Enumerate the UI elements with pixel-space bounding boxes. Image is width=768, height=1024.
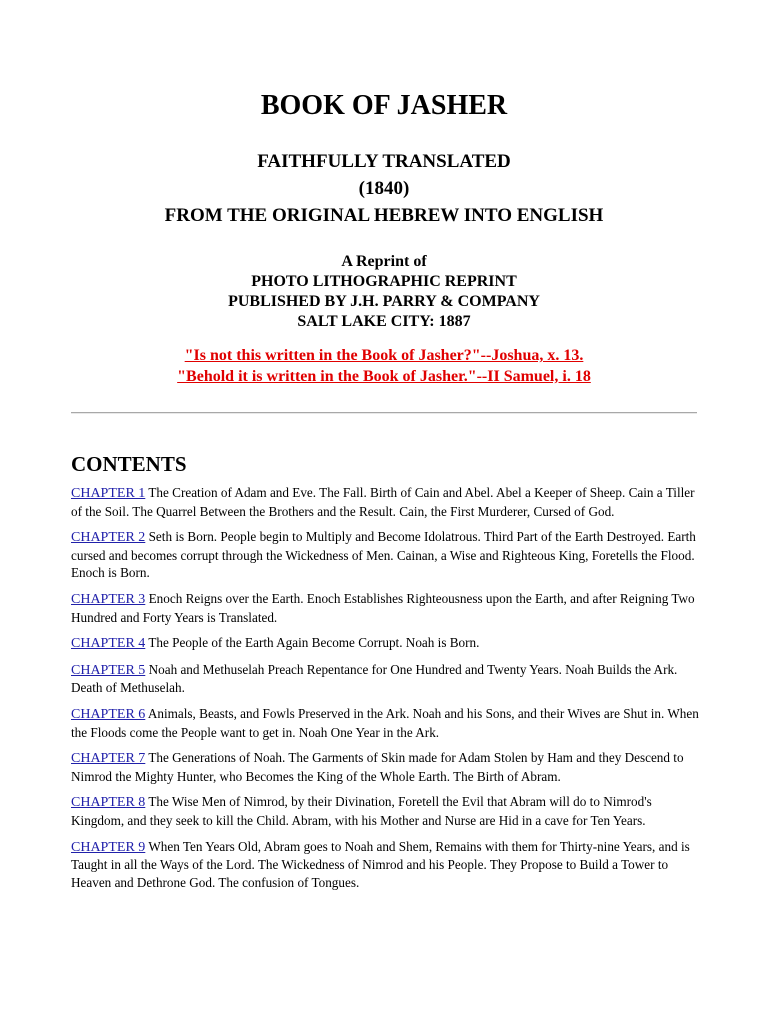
chapter-list [71, 484, 701, 899]
chapter-5-link[interactable]: CHAPTER 5 [71, 662, 146, 678]
chapter-entry-3 [71, 590, 701, 626]
chapter-6-description: Animals, Beasts, and Fowls Preserved in the Ark. Noah and his Sons, and their Wives are Shut in. When the Floods come the People want to get in. Noah One Year in the Ark. [71, 705, 699, 740]
chapter-9-description: When Ten Years Old, Abram goes to Noah and Shem, Remains with them for Thirty-nine Years, and is Taught in all the Ways of the Lord. The Wickedness of Nimrod and his People. They Propose to Build a Tower to Heaven and Dethrone God. The confusion of Tongues. [71, 838, 690, 890]
subtitle-line-1: FAITHFULLY TRANSLATED [257, 151, 511, 172]
chapter-9-link[interactable]: CHAPTER 9 [71, 839, 146, 855]
chapter-1-link[interactable]: CHAPTER 1 [71, 486, 146, 501]
chapter-8-description: The Wise Men of Nimrod, by their Divination, Foretell the Evil that Abram will do to Nimrod's Kingdom, and they seek to kill the Child. Abram, with his Mother and Nurse are Hid in a cave for Ten Years. [71, 794, 652, 828]
chapter-8-link[interactable]: CHAPTER 8 [71, 795, 146, 811]
chapter-2-link[interactable]: CHAPTER 2 [71, 530, 146, 546]
scripture-quotes [0, 345, 768, 387]
reprint-line-3: PUBLISHED BY J.H. PARRY & COMPANY [228, 293, 540, 310]
chapter-entry-9 [71, 838, 701, 892]
chapter-4-link[interactable]: CHAPTER 4 [71, 636, 146, 652]
chapter-7-description: The Generations of Noah. The Garments of Skin made for Adam Stolen by Ham and they Descend to Nimrod the Mighty Hunter, who Becomes the King of the Whole Earth. The Birth of Abram. [71, 750, 684, 784]
chapter-3-link[interactable]: CHAPTER 3 [71, 591, 146, 607]
horizontal-divider [71, 412, 697, 414]
contents-heading: CONTENTS [71, 452, 187, 476]
quote-joshua: "Is not this written in the Book of Jasher?"--Joshua, x. 13. [184, 347, 584, 364]
chapter-entry-7 [71, 749, 701, 785]
chapter-6-link[interactable]: CHAPTER 6 [71, 706, 146, 722]
reprint-line-2: PHOTO LITHOGRAPHIC REPRINT [251, 273, 517, 290]
chapter-3-description: Enoch Reigns over the Earth. Enoch Establishes Righteousness upon the Earth, and after Reigning Two Hundred and Forty Years is Translated. [71, 590, 695, 625]
chapter-4-description: The People of the Earth Again Become Corrupt. Noah is Born. [145, 635, 480, 651]
chapter-1-description: The Creation of Adam and Eve. The Fall. Birth of Cain and Abel. Abel a Keeper of Sheep. Cain a Tiller of the Soil. The Quarrel Between the Brothers and the Result. Cain, the First Murderer, Cursed of God. [71, 485, 695, 519]
page-title: BOOK OF JASHER [260, 90, 508, 121]
chapter-entry-8 [71, 793, 701, 829]
chapter-entry-5 [71, 661, 701, 697]
chapter-entry-6 [71, 705, 701, 741]
reprint-block [0, 252, 768, 332]
chapter-5-description: Noah and Methuselah Preach Repentance for One Hundred and Twenty Years. Noah Builds the Ark. Death of Methuselah. [71, 661, 678, 696]
chapter-2-description: Seth is Born. People begin to Multiply and Become Idolatrous. Third Part of the Earth Destroyed. Earth cursed and becomes corrupt through the Wickedness of Men. Cainan, a Wise and Righteous King, Foretells the Flood. Enoch is Born. [71, 529, 696, 581]
chapter-7-link[interactable]: CHAPTER 7 [71, 751, 146, 767]
chapter-entry-2 [71, 528, 701, 582]
subtitle-line-2: (1840) [358, 178, 410, 199]
quote-samuel: "Behold it is written in the Book of Jasher."--II Samuel, i. 18 [177, 368, 591, 385]
reprint-line-4: SALT LAKE CITY: 1887 [297, 313, 471, 330]
reprint-line-1: A Reprint of [341, 253, 427, 270]
subtitle-block [0, 148, 768, 229]
subtitle-line-3: FROM THE ORIGINAL HEBREW INTO ENGLISH [164, 205, 604, 226]
chapter-entry-4 [71, 634, 701, 653]
chapter-entry-1 [71, 484, 701, 520]
